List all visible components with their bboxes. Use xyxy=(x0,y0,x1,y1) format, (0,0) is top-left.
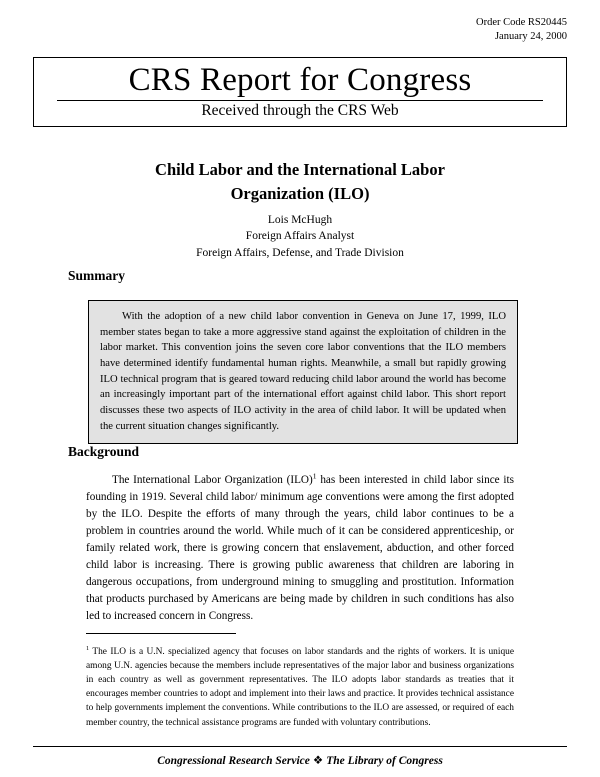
footnote-block xyxy=(86,645,514,730)
author-name: Lois McHugh xyxy=(267,214,333,226)
page-title xyxy=(80,158,520,206)
footer-divider xyxy=(33,746,567,748)
masthead-title: CRS Report for Congress xyxy=(128,62,472,98)
masthead-subtitle: Received through the CRS Web xyxy=(201,102,399,120)
order-code: Order Code RS20445 xyxy=(476,17,567,28)
masthead-box xyxy=(33,57,567,127)
background-text-before-marker: The International Labor Organization (ILO) xyxy=(112,474,313,486)
summary-heading: Summary xyxy=(68,268,125,283)
background-paragraph xyxy=(86,472,514,625)
floral-heart-icon: ❖ xyxy=(312,755,324,767)
background-body xyxy=(86,472,514,625)
author-block xyxy=(80,212,520,261)
report-date: January 24, 2000 xyxy=(494,31,567,43)
summary-text: With the adoption of a new child labor convention in Geneva on June 17, 1999, ILO member states began to take a more aggressive stand against the exploitation of children in the labor market. This convention joins the seven core labor conventions that the ILO members have determined identify fundamental human rights. Meanwhile, a small but rapidly growing ILO technical program that is geared toward reducing child labor around the world has become an increasingly important part of the international effort against child labor. This short report discusses these two aspects of ILO activity in the area of child labor. It will be updated when the current situation changes significantly. xyxy=(100,311,506,432)
author-title: Foreign Affairs Analyst xyxy=(245,230,355,243)
footnote-text: The ILO is a U.N. specialized agency that focuses on labor standards and the rights of workers. It is unique among U.N. agencies because the members include representatives of the major labor and business organizations in each country as well as government representatives. The ILO adopts labor standards as treaties that it encourages member countries to adopt and implement into their laws and practice. It provides technical assistance to help governments implement the conventions. While contributions to the ILO are assessed, or required of each member country, the technical assistance programs are funded with voluntary contributions. xyxy=(86,647,514,728)
author-division: Foreign Affairs, Defense, and Trade Division xyxy=(196,246,404,259)
order-code-header xyxy=(476,16,567,44)
footnote-separator xyxy=(86,633,236,634)
page-footer xyxy=(33,753,567,767)
background-heading: Background xyxy=(68,444,140,459)
footer-agency: Congressional Research Service xyxy=(157,755,310,767)
summary-box xyxy=(88,300,518,444)
page-title-line-1: Child Labor and the International Labor xyxy=(155,160,445,179)
masthead-divider xyxy=(57,100,543,101)
background-text-after-marker: has been interested in child labor since its founding in 1919. Several child labor/ minimum age conventions were among the first adopted by the ILO. Despite the efforts of many through the years, child labor continues to be a problem in countries around the world. While much of it can be considered apprenticeship, or family related work, there is growing concern that enslavement, abduction, and other forced child labor is increasing. There is growing public awareness that children are laboring in dangerous occupations, from underground mining to smuggling and prostitution. Information that products purchased by Americans are being made by children in such conditions has also led to increased concern in Congress. xyxy=(86,474,514,623)
page-title-line-2: Organization (ILO) xyxy=(230,183,370,203)
footnote-reference-marker[interactable]: 1 xyxy=(312,471,317,481)
footer-institution: The Library of Congress xyxy=(326,755,443,767)
footnote-paragraph xyxy=(86,645,514,730)
footnote-number: 1 xyxy=(86,644,90,652)
